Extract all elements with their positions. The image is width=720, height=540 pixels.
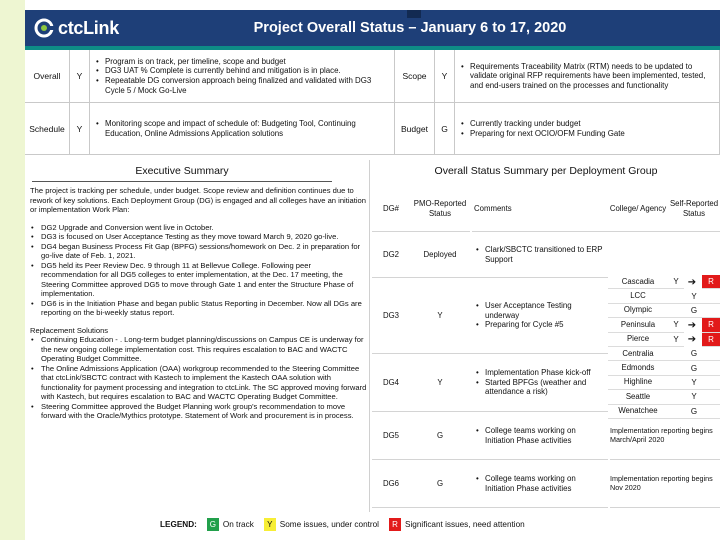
legend <box>160 514 720 534</box>
executive-summary-intro: The project is tracking per schedule, under budget. Scope review and definition continues due to rework of key solutions. Each Deployment Group (DG) is engaged and all colleges have an initiation or implementation Work Plan: <box>30 186 366 214</box>
arrow-right-icon: ➔ <box>687 276 697 288</box>
page-title: Project Overall Status – January 6 to 17, 2020 <box>253 20 567 36</box>
dg2-status: Deployed <box>410 232 470 278</box>
list-item: • Monitoring scope and impact of schedule of: Budgeting Tool, Continuing Education, Online Admissions Application solutions <box>94 119 390 138</box>
dg3-comments <box>470 278 608 354</box>
college-status: Y <box>668 390 720 404</box>
list-item: • Started BPFGs (weather and attendance a risk) <box>474 378 604 397</box>
scope-rating: Y <box>435 50 455 103</box>
list-item: • Preparing for Cycle #5 <box>474 320 604 330</box>
list-item: • College teams working on Initiation Phase activities <box>474 426 604 445</box>
dg6-status: G <box>410 460 470 508</box>
dg5-comments <box>470 412 608 460</box>
college-name: Peninsula <box>608 318 668 332</box>
college-name: Seattle <box>608 390 668 404</box>
budget-rating: G <box>435 103 455 155</box>
college-status: G <box>668 347 720 361</box>
header-dg: DG# <box>372 186 410 232</box>
list-item: • Continuing Education - . Long-term budget planning/discussions on Campus CE is underway for the new ongoing college implementation cost. This requires escalation to BAC and WACTC Operating Budget Committee. <box>30 335 367 364</box>
dg6-comments <box>470 460 608 508</box>
college-name: LCC <box>608 289 668 303</box>
dg5-reporting-note: Implementation reporting begins March/April 2020 <box>610 412 720 460</box>
college-status-list <box>608 275 720 419</box>
list-item: • Currently tracking under budget <box>459 119 625 129</box>
list-item: • DG3 UAT % Complete is currently behind and mitigation is in place. <box>94 66 390 76</box>
deployment-table <box>372 186 720 510</box>
college-status: Y <box>668 275 684 289</box>
legend-yellow-swatch: Y <box>264 518 276 531</box>
legend-yellow-text: Some issues, under control <box>279 519 380 529</box>
logo-text: ctcLink <box>58 17 119 38</box>
scope-notes <box>455 50 720 103</box>
executive-summary-title: Executive Summary <box>32 160 332 182</box>
header-self-status: Self-Reported Status <box>668 186 720 232</box>
college-status-trend: R <box>702 333 720 347</box>
legend-red-swatch: R <box>389 518 401 531</box>
dg6-label: DG6 <box>372 460 410 508</box>
dg4-status: Y <box>410 354 470 412</box>
schedule-label: Schedule <box>25 103 70 155</box>
schedule-rating: Y <box>70 103 90 155</box>
list-item: • The Online Admissions Application (OAA) workgroup recommended to the Steering Committee that ctcLink/SBCTC contract with Kastech to implement the Kastech OAA solution with functionality for payment processing and integration to ctcLink. The SC approved moving forward with Kastech, but requires escalation to BAC and WACTC Operating Budget Committee. <box>30 364 367 402</box>
dg2-label: DG2 <box>372 232 410 278</box>
list-item: • Clark/SBCTC transitioned to ERP Support <box>474 245 604 264</box>
replacement-heading: Replacement Solutions <box>30 325 109 335</box>
college-name: Centralia <box>608 347 668 361</box>
list-item: • Program is on track, per timeline, scope and budget <box>94 57 390 67</box>
dg5-label: DG5 <box>372 412 410 460</box>
dg5-status: G <box>410 412 470 460</box>
executive-summary-body <box>30 186 367 496</box>
college-status-trend: R <box>702 318 720 332</box>
legend-title: LEGEND: <box>160 519 197 529</box>
header-college: College/ Agency <box>608 186 668 232</box>
college-status: G <box>668 361 720 375</box>
college-name: Highline <box>608 376 668 390</box>
left-accent-strip <box>0 0 25 540</box>
list-item: • DG2 Upgrade and Conversion went live in October. <box>30 223 367 233</box>
deployment-summary-title: Overall Status Summary per Deployment Group <box>434 165 658 177</box>
ctclink-logo <box>33 14 119 42</box>
college-status: G <box>668 405 720 419</box>
list-item: • Requirements Traceability Matrix (RTM) needs to be updated to validate original RFP requirements have been implemented, tested, and end-users trained on the processes and functionality <box>459 62 715 91</box>
legend-green-swatch: G <box>207 518 219 531</box>
replacement-bullet-list <box>30 335 367 421</box>
logo-mark-icon <box>33 17 55 39</box>
dg3-label: DG3 <box>372 278 410 354</box>
list-item: • DG6 is in the Initiation Phase and began public Status Reporting in December. Now all DGs are reporting on the bi-weekly status report. <box>30 299 367 318</box>
dg6-reporting-note: Implementation reporting begins Nov 2020 <box>610 460 720 508</box>
budget-label: Budget <box>395 103 435 155</box>
schedule-notes <box>90 103 395 155</box>
dg4-label: DG4 <box>372 354 410 412</box>
dg-bullet-list <box>30 223 367 318</box>
list-item: • DG4 began Business Process Fit Gap (BPFG) sessions/homework on Dec. 2 in preparation for go-live date of Feb. 1, 2021. <box>30 242 367 261</box>
section-divider <box>369 160 370 512</box>
legend-red-text: Significant issues, need attention <box>405 519 525 529</box>
college-status: Y <box>668 289 720 303</box>
list-item: • Steering Committee approved the Budget Planning work group's recommendation to move forward with the Oracle/Mythics prototype. Statement of Work and procurement is in process. <box>30 402 367 421</box>
legend-green-text: On track <box>222 519 254 529</box>
college-name: Edmonds <box>608 361 668 375</box>
list-item: • User Acceptance Testing underway <box>474 301 604 320</box>
overall-rating: Y <box>70 50 90 103</box>
college-name: Pierce <box>608 333 668 347</box>
list-item: • Implementation Phase kick-off <box>474 368 604 378</box>
status-table <box>25 50 720 155</box>
dg2-comments <box>470 232 608 278</box>
scope-label: Scope <box>395 50 435 103</box>
arrow-right-icon: ➔ <box>687 334 697 346</box>
header-comments: Comments <box>472 186 608 232</box>
list-item: • Preparing for next OCIO/OFM Funding Gate <box>459 129 625 139</box>
list-item: • DG3 is focused on User Acceptance Testing as they move toward March 9, 2020 go-live. <box>30 232 367 242</box>
list-item: • Repeatable DG conversion approach being finalized and validated with DG3 Cycle 5 / Mock Go-Live <box>94 76 390 95</box>
college-name: Olympic <box>608 304 668 318</box>
college-status: Y <box>668 318 684 332</box>
college-status-trend: R <box>702 275 720 289</box>
college-status: G <box>668 304 720 318</box>
college-name: Wenatchee <box>608 405 668 419</box>
arrow-right-icon: ➔ <box>687 319 697 331</box>
header-pmo-status: PMO-Reported Status <box>410 186 470 232</box>
dg3-status: Y <box>410 278 470 354</box>
overall-label: Overall <box>25 50 70 103</box>
college-status: Y <box>668 376 720 390</box>
budget-notes <box>455 103 720 155</box>
overall-notes <box>90 50 395 103</box>
list-item: • DG5 held its Peer Review Dec. 9 through 11 at Bellevue College. Following peer recommendation for all DG5 colleges to enter implementation, at the Dec. 17 meeting, the Steering Committee approved DG5 to move through Gate 1 and enter the Structure Phase of implementation. <box>30 261 367 299</box>
college-status: Y <box>668 333 684 347</box>
dg4-comments <box>470 354 608 412</box>
college-name: Cascadia <box>608 275 668 289</box>
list-item: • College teams working on Initiation Phase activities <box>474 474 604 493</box>
